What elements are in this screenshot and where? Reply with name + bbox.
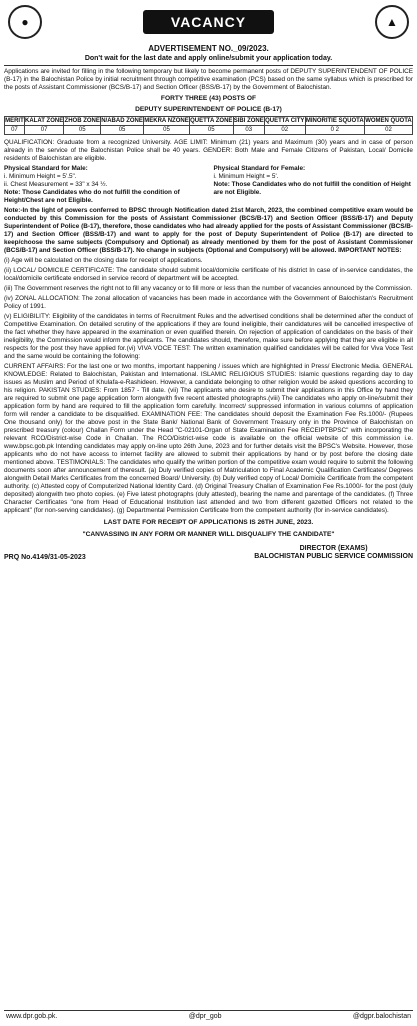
- note-item: CURRENT AFFAIRS: For the last one or two months, important happening / issues which are highlighted in Press/ Electronic Media. GENERAL KNOWLEDGE: Related to Balochistan, Pakistan and International. ISLAMIC RELIGIOUS STUDIES: Islamic questions regarding day to day issues as Muslim and Period of Khulafa-e-Rashideen. However, a candidate belonging to other religion would be asked questions according to his religion. PAKISTAN STUDIES: From 1857 - Till date. (vii) The applicants who desire to submit their applications in this Office by hand they are required to submit one page application form alongwith five recent attested photographs.(viii) The candidates who apply on-line/submit their application form by hand are required to fill the application form carefully. Incorrect/ suppressed information in various columns of application form will render a candidate to be disqualified. EXAMINATION FEE: The candidates should deposit the Examination Fee Rs.1000/- (Rupees One thousand only) for the above post in the State Bank/ National Bank of Government Treasury only in the Province of Balochistan on prescribed treasury (colour) Challan Form under the Head "C-02101-Organ of State Examination Fee RECEIPTBPSC" with incorporating the relevant RCO/District-wise Code in Challan. The RCO/District-wise code is available on the official website of this commission i.e. www.bpsc.gob.pk Intending candidates may apply on-line upto 26th June, 2023 and for further details visit the BPSC's Website. However, those applicants who do not have access to internet facility are allowed to submit their applications by hand or by post before the closing date mentioned above. TESTIMONIALS: The candidates who qualify the written portion of the competitive exam would require to submit the following documents soon after announcement of theresult. (a) Duly verified copies of Matriculation to Final Academic Qualification Certificates/ Degrees alongwith Detail Marks Certificates from the concerned Board/ University. (b) Duly verified copy of Local/ Domicile Certificate from the competent authority. (c) Attested copy of Computerized National Identity Card. (d) Original Treasury Challan of Examination Fee Rs.1000/- for the post (duly deposited) alongwith two photo copies. (e) Five latest photographs (duly attested), bearing the name and parentage of the candidates. (f) Three Character Certificates "one from Head of Educational Institution last attended and two from different gazetted Officers not related to the applicant" (for non-serving candidates). (g) Departmental Permission Certificate from the competent authority (for in-service candidates).: [4, 363, 413, 514]
- quota-header: KALAT ZONE: [24, 118, 64, 124]
- quota-header: ZHOB ZONE: [64, 118, 100, 124]
- note-item: (iii) The Government reserves the right not to fill any vacancy or to fill more or less than the number of vacancies announced by the Commission.: [4, 285, 413, 292]
- qualification-text: QUALIFICATION: Graduate from a recognized University. AGE LIMIT: Minimum (21) years and Maximum (30) years and in case of person already in the service of the Balochistan Police shall be 40 years. GENDER: Both Male and Female Citizens of Pakistan, Local/ Domicile residents of Balochistan are eligible.: [4, 139, 413, 162]
- quota-value: 05: [189, 126, 233, 135]
- quota-header: MERIT: [5, 118, 24, 124]
- quota-header: SIBI ZONE: [233, 118, 264, 124]
- male-standards: [4, 165, 204, 205]
- female-standards: [214, 165, 414, 205]
- signature-block: [4, 545, 413, 561]
- prq-number: PRQ No.4149/31-05-2023: [4, 554, 86, 561]
- female-height: i. Minimum Height = 5'.: [213, 173, 279, 180]
- male-chest: ii. Chest Measurement = 33" x 34 ½.: [4, 181, 108, 188]
- apply-warning: Don't wait for the last date and apply online/submit your application today.: [84, 55, 333, 62]
- intro-text: Applications are invited for filling in the following temporary but likely to become permanent posts of DEPUTY SUPERINTENDENT OF POLICE (B-17) in the Balochistan Police by initial recruitment through competitive examination (PCS) based on the same syllabus which is prescribed for the posts of Assistant Commissioner (BCS/B-17) and Section Officer (BSS/B-17) by the Government of Balochistan.: [4, 68, 413, 91]
- note-item: (v) ELIGIBILITY: Eligibility of the candidates in terms of Recruitment Rules and the advertised conditions shall be determined after the conduct of Competitive Examination. On detailed scrutiny of the applications if they are found ineligible, their candidatures will be cancelled irrespective of the fact whether they have appeared in the examination or even qualified therein. On rejection of application of candidates on the basis of their ineligibility, the Commission would inform the applicants. The candidates should, therefore, make sure before applying that they are eligible in all respects for the post they have applied for.(vi) VIVA VOCE TEST: The written examination qualified candidates will be called for Viva Voce Test and the same would be containing the following:: [4, 313, 413, 360]
- divider: [4, 65, 413, 66]
- website-link[interactable]: www.dpr.gob.pk.: [6, 1013, 58, 1020]
- director-block: [254, 545, 413, 561]
- male-standard-title: Physical Standard for Male:: [4, 165, 88, 172]
- advertisement-number: ADVERTISEMENT NO._09/2023.: [148, 44, 269, 53]
- quota-header: MEKRA NZONE: [144, 118, 189, 124]
- quota-value: 05: [144, 126, 190, 135]
- note-item: (iv) ZONAL ALLOCATION: The zonal allocation of vacancies has been made in accordance with the Government of Balochistan's Recruitment Policy of 1991.: [4, 295, 413, 310]
- quota-header: MINORITIE SQUOTA: [305, 118, 364, 124]
- female-note: Note: Those Candidates who do not fulfill the condition of Height are not Eligible.: [213, 181, 411, 196]
- last-date: LAST DATE FOR RECEIPT OF APPLICATIONS IS 26TH JUNE, 2023.: [103, 519, 314, 526]
- quota-value: 02: [264, 126, 305, 135]
- note-item: (ii) LOCAL/ DOMICILE CERTIFICATE: The candidate should submit local/domicile certificate of his district In case of in-service candidates, the local/domicile certificate endorsed in service record of department will be accepted.: [4, 267, 413, 282]
- posts-title: FORTY THREE (43) POSTS OF: [160, 95, 257, 102]
- quota-value: 07: [24, 126, 64, 135]
- note-item: (i) Age will be calculated on the closing date for receipt of applications.: [4, 257, 203, 264]
- quota-value: 05: [64, 126, 101, 135]
- quota-header: N/ABAD ZONE: [101, 118, 143, 124]
- facebook-link[interactable]: @dpr_gob: [188, 1013, 222, 1020]
- female-standard-title: Physical Standard for Female:: [213, 165, 306, 172]
- quota-value: 07: [5, 126, 25, 135]
- quota-value: 03: [233, 126, 264, 135]
- quota-value-row: [5, 126, 413, 135]
- quota-header: QUETTA CITY: [265, 118, 305, 124]
- government-emblem-icon: ●: [8, 5, 42, 39]
- quota-value: 02: [364, 126, 412, 135]
- vacancy-advertisement: [4, 2, 413, 1022]
- director-title: DIRECTOR (EXAMS): [299, 545, 368, 552]
- quota-header-row: [5, 117, 413, 126]
- posts-subtitle: DEPUTY SUPERINTENDENT OF POLICE (B-17): [135, 106, 282, 113]
- commission-logo-icon: ▲: [375, 5, 409, 39]
- quota-table: [4, 116, 413, 135]
- quota-value: 05: [101, 126, 144, 135]
- page-title: VACANCY: [143, 10, 274, 34]
- header: [4, 2, 413, 42]
- male-height: i. Minimum Height = 5'.5".: [4, 173, 77, 180]
- commission-name: BALOCHISTAN PUBLIC SERVICE COMMISSION: [254, 553, 413, 560]
- quota-value: 0 2: [305, 126, 364, 135]
- quota-header: QUETTA ZONE: [190, 118, 233, 124]
- twitter-link[interactable]: @dgpr.balochistan: [352, 1013, 411, 1020]
- quota-header: WOMEN QUOTA: [365, 118, 412, 124]
- male-note: Note: Those Candidates who do not fulfill the condition of Height/Chest are not Eligible.: [4, 189, 180, 204]
- physical-standards: [4, 165, 413, 205]
- main-note: Note:-In the light of powers conferred to BPSC through Notification dated 21st March, 2023, the combined competitive exam would be conducted by this Commission for the posts of Assistant Commissioner (BCS/B-17) and Section Officer (BSS/B-17) and Deputy Superintendent of Police (B-17), therefore, those candidates who had already applied for the posts of Assistant Commissioner (BCS/B-17) and Section Officer (BSS/B-17) and want to apply for the post of Deputy Superintendent of Police (B-17) are directed to keep/choose the same subjects (Compulsory and Optional) as already mentioned by them for the post of Assistant Commissioner (BCS/B-17) and Section Officer (BSS/B-17). No change in subjects (Optional and Compulsory) will be allowed. IMPORTANT NOTES:: [4, 207, 413, 254]
- social-footer: [4, 1010, 413, 1022]
- canvassing-warning: "CANVASSING IN ANY FORM OR MANNER WILL DISQUALIFY THE CANDIDATE": [82, 531, 335, 538]
